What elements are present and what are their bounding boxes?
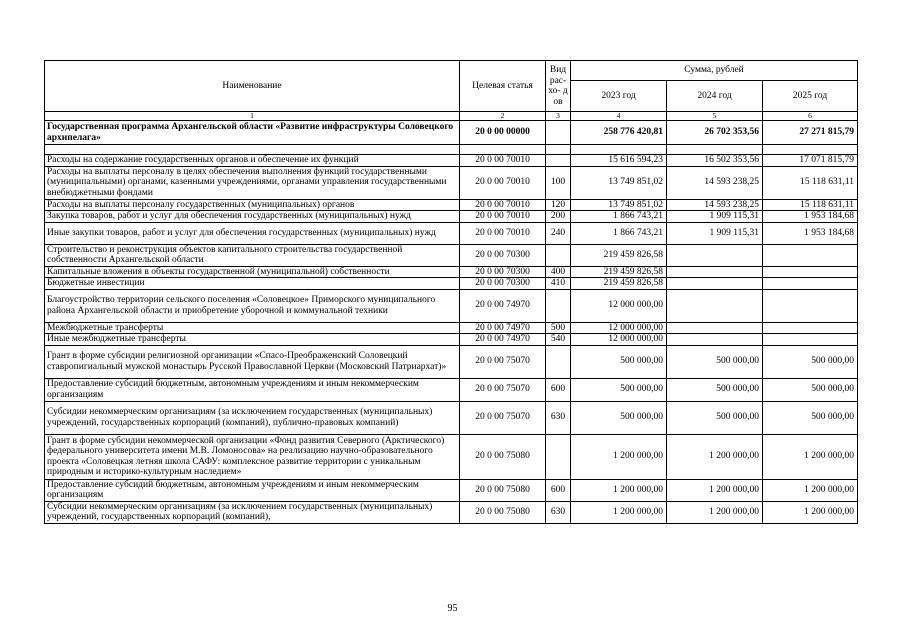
row-target-code: 20 0 00 70300 [460,244,546,266]
row-expense-kind: 500 [546,322,571,334]
row-target-code: 20 0 00 74970 [460,322,546,334]
row-sum-2025 [763,278,858,290]
table-row [45,401,858,434]
header-target: Целевая статья [460,61,546,112]
row-sum-2023: 500 000,00 [571,345,667,378]
row-sum-2024 [667,278,763,290]
table-row [45,211,858,223]
row-sum-2024: 14 593 238,25 [667,199,763,211]
row-sum-2024: 26 702 353,56 [667,121,763,145]
row-sum-2025: 500 000,00 [763,345,858,378]
column-index: 2 [460,112,546,121]
row-expense-kind: 100 [546,166,571,199]
table-row [45,244,858,266]
row-target-code: 20 0 00 00000 [460,121,546,145]
row-sum-2025: 1 200 000,00 [763,479,858,501]
row-sum-2024: 500 000,00 [667,345,763,378]
row-sum-2023: 12 000 000,00 [571,289,667,322]
table-row [45,322,858,334]
row-sum-2023: 1 200 000,00 [571,434,667,479]
row-target-code: 20 0 00 75070 [460,345,546,378]
header-year-2023: 2023 год [571,81,667,112]
row-name: Межбюджетные трансферты [45,322,460,334]
page-number: 95 [447,603,458,614]
column-index: 6 [763,112,858,121]
table-row [45,121,858,145]
column-index: 5 [667,112,763,121]
row-target-code: 20 0 00 75080 [460,434,546,479]
row-sum-2023: 12 000 000,00 [571,334,667,346]
row-sum-2025: 1 200 000,00 [763,434,858,479]
table-row [45,278,858,290]
row-expense-kind: 600 [546,479,571,501]
table-row [45,378,858,401]
row-sum-2024: 1 200 000,00 [667,479,763,501]
row-name: Субсидии некоммерческим организациям (за исключением государственных (муниципальных) учреждений, государственных корпораций (компаний), публично-правовых компаний) [45,401,460,434]
row-expense-kind [546,145,571,155]
row-expense-kind: 240 [546,222,571,244]
row-name: Благоустройство территории сельского поселения «Соловецкое» Приморского муниципального района Архангельской области и приобретение уборочной и коммунальной техники [45,289,460,322]
row-name: Бюджетные инвестиции [45,278,460,290]
row-name: Расходы на выплаты персоналу государственных (муниципальных) органов [45,199,460,211]
row-sum-2024 [667,244,763,266]
row-sum-2025: 17 071 815,79 [763,155,858,167]
row-sum-2025 [763,334,858,346]
table-row [45,145,858,155]
row-sum-2024: 16 502 353,56 [667,155,763,167]
row-expense-kind: 630 [546,501,571,523]
table-row [45,222,858,244]
column-index: 4 [571,112,667,121]
row-sum-2023: 258 776 420,81 [571,121,667,145]
row-expense-kind: 120 [546,199,571,211]
row-expense-kind [546,244,571,266]
row-sum-2024: 1 909 115,31 [667,211,763,223]
row-name: Капитальные вложения в объекты государственной (муниципальной) собственности [45,266,460,278]
row-sum-2024 [667,334,763,346]
budget-table [44,60,858,524]
row-expense-kind: 540 [546,334,571,346]
row-name: Закупка товаров, работ и услуг для обеспечения государственных (муниципальных) нужд [45,211,460,223]
row-sum-2023: 219 459 826,58 [571,266,667,278]
header-sum: Сумма, рублей [571,61,858,81]
row-sum-2024 [667,322,763,334]
row-name: Строительство и реконструкция объектов капитального строительства государственной собственности Архангельской области [45,244,460,266]
row-sum-2024: 500 000,00 [667,378,763,401]
row-target-code: 20 0 00 74970 [460,289,546,322]
row-sum-2024 [667,266,763,278]
row-sum-2023: 219 459 826,58 [571,244,667,266]
row-sum-2025: 27 271 815,79 [763,121,858,145]
row-name: Иные межбюджетные трансферты [45,334,460,346]
row-expense-kind [546,289,571,322]
row-sum-2025: 15 118 631,11 [763,199,858,211]
table-row [45,289,858,322]
row-name: Расходы на содержание государственных органов и обеспечение их функций [45,155,460,167]
header-name: Наименование [45,61,460,112]
row-target-code: 20 0 00 70010 [460,211,546,223]
row-expense-kind [546,434,571,479]
row-sum-2023: 500 000,00 [571,401,667,434]
header-year-2025: 2025 год [763,81,858,112]
row-target-code: 20 0 00 75080 [460,479,546,501]
table-row [45,166,858,199]
row-name: Субсидии некоммерческим организациям (за исключением государственных (муниципальных) учреждений, государственных корпораций (компаний), [45,501,460,523]
row-sum-2023: 12 000 000,00 [571,322,667,334]
row-target-code: 20 0 00 74970 [460,334,546,346]
row-target-code: 20 0 00 70010 [460,166,546,199]
row-target-code: 20 0 00 75070 [460,378,546,401]
row-sum-2023: 13 749 851,02 [571,199,667,211]
row-sum-2025: 15 118 631,11 [763,166,858,199]
header-year-2024: 2024 год [667,81,763,112]
row-target-code: 20 0 00 70010 [460,155,546,167]
row-expense-kind [546,121,571,145]
row-expense-kind: 200 [546,211,571,223]
column-index: 3 [546,112,571,121]
table-row [45,155,858,167]
row-sum-2024: 500 000,00 [667,401,763,434]
table-row [45,501,858,523]
row-name: Расходы на выплаты персоналу в целях обеспечения выполнения функций государственными (муниципальными) органами, казенными учреждениями, органами управления государственными внебюджетными фондами [45,166,460,199]
row-sum-2025: 500 000,00 [763,378,858,401]
table-row [45,479,858,501]
row-target-code: 20 0 00 75070 [460,401,546,434]
table-row [45,345,858,378]
row-sum-2024 [667,145,763,155]
row-target-code: 20 0 00 75080 [460,501,546,523]
budget-sheet [44,60,857,524]
row-sum-2024: 1 200 000,00 [667,434,763,479]
row-sum-2025: 1 953 184,68 [763,222,858,244]
row-sum-2023: 15 616 594,23 [571,155,667,167]
row-sum-2023: 1 200 000,00 [571,479,667,501]
header-kind: Вид рас- хо- дов [546,61,571,112]
row-sum-2025: 500 000,00 [763,401,858,434]
row-target-code: 20 0 00 70010 [460,222,546,244]
row-name: Государственная программа Архангельской области «Развитие инфраструктуры Соловецкого архипелага» [45,121,460,145]
row-sum-2024: 1 909 115,31 [667,222,763,244]
row-sum-2023 [571,145,667,155]
row-sum-2025: 1 953 184,68 [763,211,858,223]
row-sum-2023: 500 000,00 [571,378,667,401]
row-name: Грант в форме субсидии религиозной организации «Спасо-Преображенский Соловецкий ставропигиальный мужской монастырь Русской Православной Церкви (Московский Патриархат)» [45,345,460,378]
row-expense-kind: 600 [546,378,571,401]
row-name [45,145,460,155]
row-sum-2025 [763,289,858,322]
table-row [45,266,858,278]
table-row [45,434,858,479]
row-name: Иные закупки товаров, работ и услуг для обеспечения государственных (муниципальных) нужд [45,222,460,244]
row-expense-kind [546,155,571,167]
row-sum-2023: 1 866 743,21 [571,222,667,244]
row-sum-2025 [763,322,858,334]
row-sum-2025 [763,244,858,266]
table-row [45,199,858,211]
column-index-row [45,112,858,121]
row-sum-2024: 14 593 238,25 [667,166,763,199]
row-sum-2023: 13 749 851,02 [571,166,667,199]
table-body [45,121,858,524]
row-sum-2023: 1 200 000,00 [571,501,667,523]
column-index: 1 [45,112,460,121]
row-target-code: 20 0 00 70010 [460,199,546,211]
row-sum-2023: 1 866 743,21 [571,211,667,223]
row-expense-kind: 410 [546,278,571,290]
row-target-code [460,145,546,155]
row-sum-2025 [763,145,858,155]
row-expense-kind: 400 [546,266,571,278]
row-sum-2025 [763,266,858,278]
row-name: Грант в форме субсидии некоммерческой организации «Фонд развития Северного (Арктического) федерального университета имени М.В. Ломоносова» на реализацию научно-образовательного проекта «Соловецкая летняя школа САФУ: комплексное развитие территории с уникальным природным и историко-культурным наследием» [45,434,460,479]
table-row [45,334,858,346]
row-sum-2023: 219 459 826,58 [571,278,667,290]
row-name: Предоставление субсидий бюджетным, автономным учреждениям и иным некоммерческим организациям [45,479,460,501]
row-sum-2024: 1 200 000,00 [667,501,763,523]
row-expense-kind: 630 [546,401,571,434]
row-target-code: 20 0 00 70300 [460,278,546,290]
row-target-code: 20 0 00 70300 [460,266,546,278]
row-expense-kind [546,345,571,378]
row-name: Предоставление субсидий бюджетным, автономным учреждениям и иным некоммерческим организациям [45,378,460,401]
row-sum-2025: 1 200 000,00 [763,501,858,523]
row-sum-2024 [667,289,763,322]
